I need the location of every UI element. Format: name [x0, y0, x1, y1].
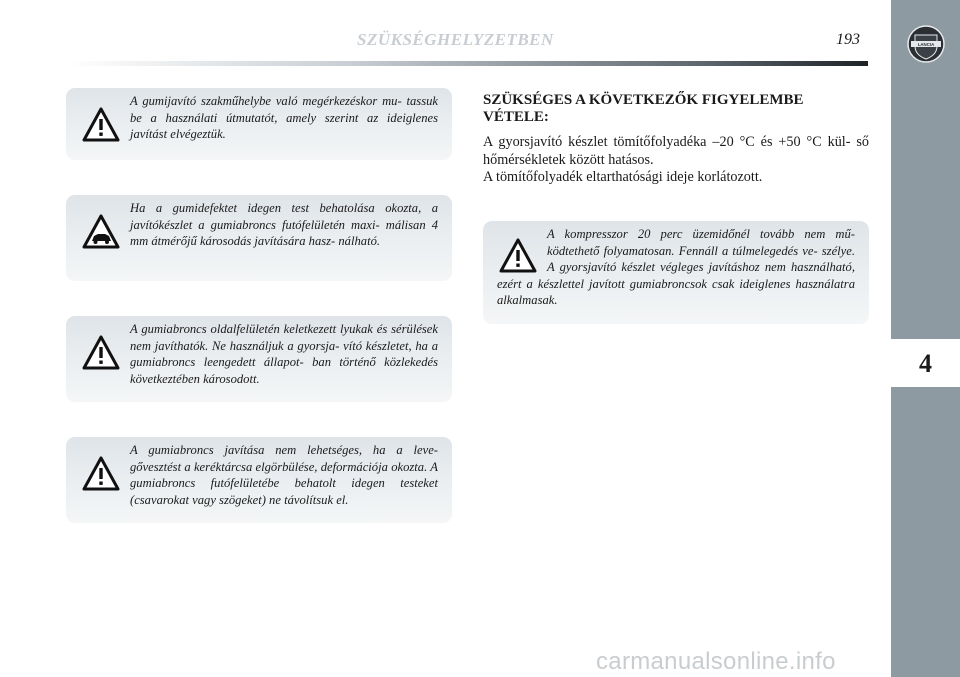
- chapter-number: 4: [891, 339, 960, 387]
- body-paragraph-1: A gyorsjavító készlet tömítőfolyadéka –20 °C és +50 °C kül- ső hőmérsékletek között hatásos.: [483, 134, 869, 168]
- warning-triangle-icon: [499, 238, 537, 274]
- running-header-title: SZÜKSÉGHELYZETBEN: [357, 30, 554, 49]
- page-number: 193: [836, 31, 860, 48]
- warning-box-3: [66, 316, 452, 402]
- warning-box-5: [483, 221, 869, 324]
- warning-text-1: A gumijavító szakműhelybe való megérkezéskor mu- tassuk be a használati útmutatót, amely szerint az ideiglenes javítást elvégeztük.: [130, 94, 438, 141]
- warning-text-3: A gumiabroncs oldalfelületén keletkezett lyukak és sérülések nem javíthatók. Ne használjuk a gyorsja- vító készletet, ha a gumiabroncs leengedett állapot- ban történő közlekedés következtében károsodott.: [130, 322, 438, 386]
- warning-box-2: [66, 195, 452, 281]
- warning-box-1: [66, 88, 452, 160]
- logo-text: LANCIA: [917, 41, 935, 47]
- watermark: carmanualsonline.info: [596, 648, 836, 675]
- warning-triangle-car-icon: [82, 214, 120, 250]
- warning-text-2: Ha a gumidefektet idegen test behatolása okozta, a javítókészlet a gumiabroncs futófelületén maxi- málisan 4 mm átmérőjű károsodás javítására hasz- nálható.: [130, 201, 438, 248]
- lancia-logo-icon: [906, 24, 946, 64]
- section-heading: SZÜKSÉGES A KÖVETKEZŐK FIGYELEMBE VÉTELE:: [483, 92, 804, 125]
- body-paragraph-2: A tömítőfolyadék eltarthatósági ideje korlátozott.: [483, 169, 763, 185]
- warning-triangle-icon: [82, 335, 120, 371]
- warning-text-4: A gumiabroncs javítása nem lehetséges, ha a leve- gővesztést a keréktárcsa elgörbülése, deformációja okozta. A gumiabroncs futófelületébe behatolt idegen testeket (csavarokat vagy szögeket) ne távolítsuk el.: [130, 443, 438, 507]
- warning-triangle-icon: [82, 107, 120, 143]
- header-rule: [66, 61, 868, 66]
- warning-text-5: A kompresszor 20 perc üzemidőnél tovább nem mű- ködtethető folyamatosan. Fennáll a túlmelegedés ve- szélye. A gyorsjavító készlet végleges javításhoz nem használható, ezért a készlettel javított gumiabroncsok csak ideiglenes használatra alkalmasak.: [497, 227, 855, 307]
- chapter-side-tab: [891, 0, 960, 677]
- warning-triangle-icon: [82, 456, 120, 492]
- section-body: [483, 134, 869, 187]
- warning-box-4: [66, 437, 452, 523]
